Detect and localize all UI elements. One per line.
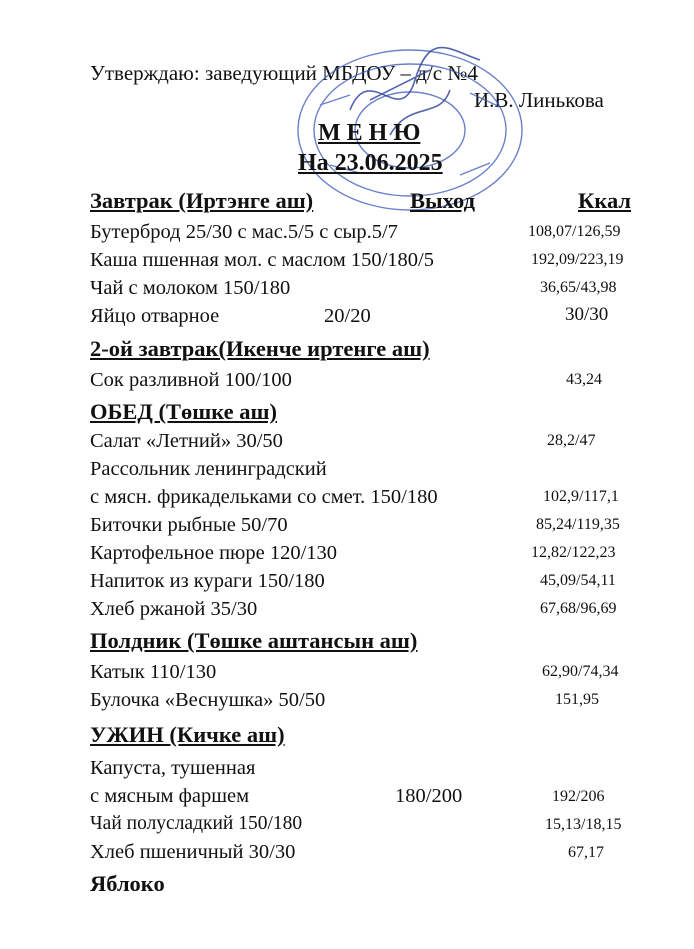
menu-item: Хлеб пшеничный 30/30 — [90, 841, 296, 863]
menu-item-kcal: 45,09/54,11 — [540, 572, 616, 589]
menu-item: Каша пшенная мол. с маслом 150/180/5 — [90, 249, 434, 271]
menu-item-kcal: 151,95 — [555, 691, 599, 708]
section-title-dinner: УЖИН (Кичке аш) — [90, 722, 285, 747]
column-output-header: Выход — [410, 188, 475, 213]
footer-item: Яблоко — [90, 871, 165, 896]
menu-item: Биточки рыбные 50/70 — [90, 514, 288, 536]
column-kcal-header: Ккал — [578, 188, 632, 213]
menu-item-kcal: 67,17 — [568, 844, 604, 861]
section-title-lunch: ОБЕД (Төшке аш) — [90, 399, 277, 424]
menu-item: Яйцо отварное — [90, 305, 220, 327]
section-title-snack: Полдник (Төшке аштансын аш) — [90, 628, 418, 653]
menu-date: На 23.06.2025 — [298, 150, 443, 176]
menu-item-output: 180/200 — [395, 785, 463, 807]
menu-item-kcal: 43,24 — [566, 371, 602, 388]
section-title-breakfast: Завтрак (Иртэнге аш) — [90, 188, 314, 213]
menu-item-output: 20/20 — [324, 305, 371, 327]
menu-title: М Е Н Ю — [318, 120, 421, 146]
menu-item: Булочка «Веснушка» 50/50 — [90, 689, 326, 711]
menu-item: Салат «Летний» 30/50 — [90, 430, 283, 452]
menu-item-kcal: 85,24/119,35 — [536, 516, 620, 533]
menu-item: Рассольник ленинградский — [90, 458, 327, 480]
menu-item: Картофельное пюре 120/130 — [90, 542, 338, 564]
approval-line: Утверждаю: заведующий МБДОУ – д/с №4 — [90, 61, 478, 85]
menu-item: с мясн. фрикадельками со смет. 150/180 — [90, 486, 438, 508]
menu-item-kcal: 28,2/47 — [547, 432, 596, 449]
menu-item-kcal: 15,13/18,15 — [545, 816, 622, 833]
menu-item: Напиток из кураги 150/180 — [90, 570, 325, 592]
menu-item: Хлеб ржаной 35/30 — [90, 598, 258, 620]
menu-item: Катык 110/130 — [90, 661, 217, 683]
menu-item-kcal: 12,82/122,23 — [531, 544, 616, 561]
director-name: И.В. Линькова — [474, 88, 604, 112]
menu-item-kcal: 108,07/126,59 — [528, 223, 621, 240]
menu-item: с мясным фаршем — [90, 785, 250, 807]
menu-item: Бутерброд 25/30 с мас.5/5 с сыр.5/7 — [90, 221, 398, 243]
menu-item: Сок разливной 100/100 — [90, 369, 292, 391]
menu-item: Чай полусладкий 150/180 — [90, 813, 303, 834]
menu-item-kcal: 67,68/96,69 — [540, 600, 617, 617]
menu-item-kcal: 102,9/117,1 — [543, 488, 619, 505]
section-title-second-breakfast: 2-ой завтрак(Икенче иртенге аш) — [90, 336, 430, 361]
menu-item: Чай с молоком 150/180 — [90, 277, 291, 299]
menu-item-kcal: 62,90/74,34 — [542, 663, 619, 680]
menu-item-kcal: 36,65/43,98 — [540, 279, 617, 296]
menu-item-kcal: 30/30 — [565, 304, 609, 325]
menu-item: Капуста, тушенная — [90, 757, 256, 779]
menu-item-kcal: 192/206 — [552, 788, 605, 805]
menu-item-kcal: 192,09/223,19 — [531, 251, 624, 268]
